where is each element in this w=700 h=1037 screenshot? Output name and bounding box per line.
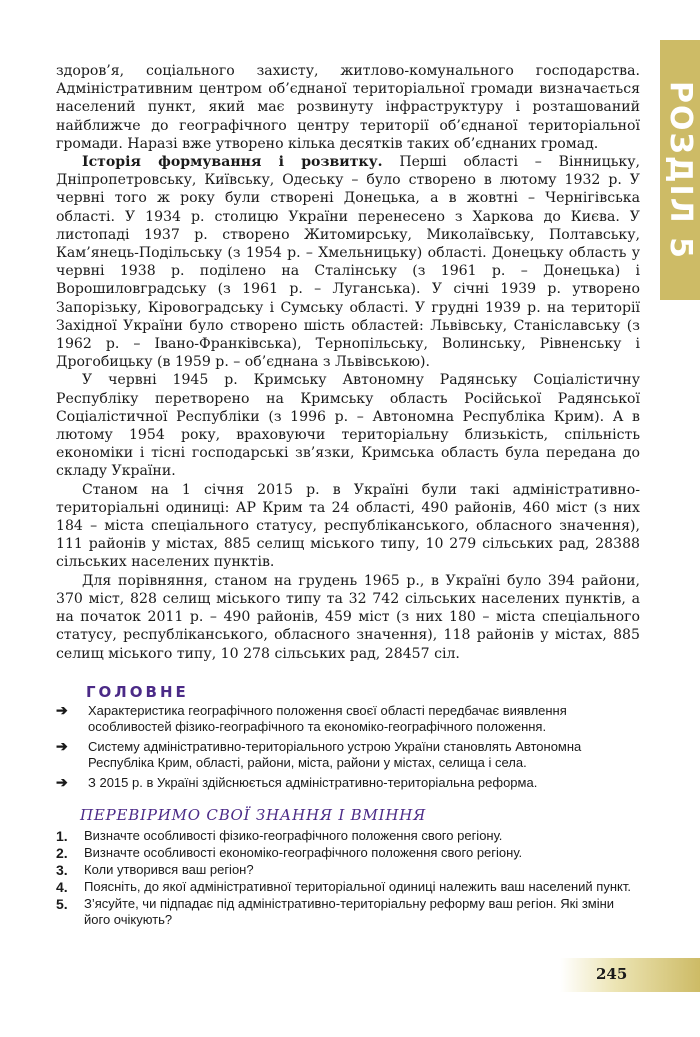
question-number: 4. — [56, 879, 68, 895]
question-item: 4. Поясніть, до якої адміністративної територіальної одиниці належить ваш населений пункт. — [56, 879, 631, 895]
page-number: 245 — [596, 965, 628, 983]
arrow-right-icon: ➔ — [56, 774, 68, 790]
section-tab-label: РОЗДІЛ 5 — [662, 80, 698, 260]
question-number: 3. — [56, 862, 68, 878]
question-number: 2. — [56, 845, 68, 861]
question-item: 5. З’ясуйте, чи підпадає під адміністративно-територіальну реформу ваш регіон. Які зміни його очікують? — [56, 896, 615, 927]
body-text — [56, 62, 640, 663]
page-number-band — [560, 958, 700, 992]
list-item: ➔ Систему адміністративно-територіального устрою України становлять Автономна Республіка Крим, області, райони, міста, райони у містах, селища і села. — [56, 738, 582, 770]
paragraph: Для порівняння, станом на грудень 1965 р., в Україні було 394 райони, 370 міст, 828 селищ міського типу та 32 742 сільських населених пунктів, а на початок 2011 р. – 490 районів, 459 міст (з них 180 – міста спеціального статусу, республіканського, обласного значення), 118 районів у містах, 885 селищ міського типу, 10 278 сільських рад, 28457 сіл. — [56, 572, 640, 662]
paragraph: Історія формування і розвитку. Перші області – Вінницьку, Дніпропетровську, Київську, Одеську – було створено в лютому 1932 р. У червні того ж року були створені Донецька, а в жовтні – Чернігівська області. У 1934 р. столицю України перенесено з Харкова до Києва. У листопаді 1937 р. створено Житомирську, Миколаївську, Полтавську, Кам’янець-Подільську (з 1954 р. – Хмельницьку) області. Донецьку область у червні 1938 р. поділено на Сталінську (з 1961 р. – Донецька) і Ворошиловградську (з 1961 р. – Луганська). У січні 1939 р. утворено Запорізьку, Кіровоградську і Сумську області. У грудні 1939 р. на території Західної України було створено шість областей: Львівську, Станіславську (з 1962 р. – Івано-Франківська), Тернопільську, Волинську, Рівненську і Дрогобицьку (в 1959 р. – об’єднана з Львівською). — [56, 154, 640, 371]
list-item: ➔ Характеристика географічного положення своєї області передбачає виявлення особливостей фізико-географічного та економіко-географічного положення. — [56, 702, 567, 734]
question-number: 5. — [56, 896, 68, 912]
paragraph-lead: Історія формування і розвитку. — [82, 154, 383, 171]
questions-list — [56, 828, 640, 929]
question-number: 1. — [56, 828, 68, 844]
main-heading: ГОЛОВНЕ — [86, 683, 189, 701]
question-item: 1. Визначте особливості фізико-географічного положення свого регіону. — [56, 828, 503, 844]
question-item: 3. Коли утворився ваш регіон? — [56, 862, 254, 878]
paragraph: У червні 1945 р. Кримську Автономну Радянську Соціалістичну Республіку перетворено на Кримську область Російської Радянської Соціалістичної Республіки (з 1996 р. – Автономна Республіка Крим). А в лютому 1954 року, враховуючи територіальну близькість, спільність економіки і тісні господарські зв’язки, Кримська область була передана до складу України. — [56, 372, 640, 480]
arrow-right-icon: ➔ — [56, 738, 68, 754]
check-heading: ПЕРЕВІРИМО СВОЇ ЗНАННЯ І ВМІННЯ — [80, 806, 427, 824]
paragraph: здоров’я, соціального захисту, житлово-комунального господарства. Адміністративним центром об’єднаної територіальної громади визначається населений пункт, який має розвинуту інфраструктуру і розташований найближче до географічного центру території об’єднаної територіальної громади. Наразі вже утворено кілька десятків таких об’єднаних громад. — [56, 63, 640, 152]
list-item: ➔ З 2015 р. в Україні здійснюється адміністративно-територіальна реформа. — [56, 774, 538, 790]
main-points-list — [56, 703, 640, 795]
section-tab — [660, 40, 700, 300]
arrow-right-icon: ➔ — [56, 702, 68, 718]
paragraph: Станом на 1 січня 2015 р. в Україні були такі адміністративно-територіальні одиниці: АР Крим та 24 області, 490 районів, 460 міст (з них 184 – міста спеціального статусу, республіканського, обласного значення), 111 районів у містах, 885 селищ міського типу, 10 279 сільських рад, 28388 сільських населених пунктів. — [56, 481, 640, 571]
question-item: 2. Визначте особливості економіко-географічного положення свого регіону. — [56, 845, 523, 861]
